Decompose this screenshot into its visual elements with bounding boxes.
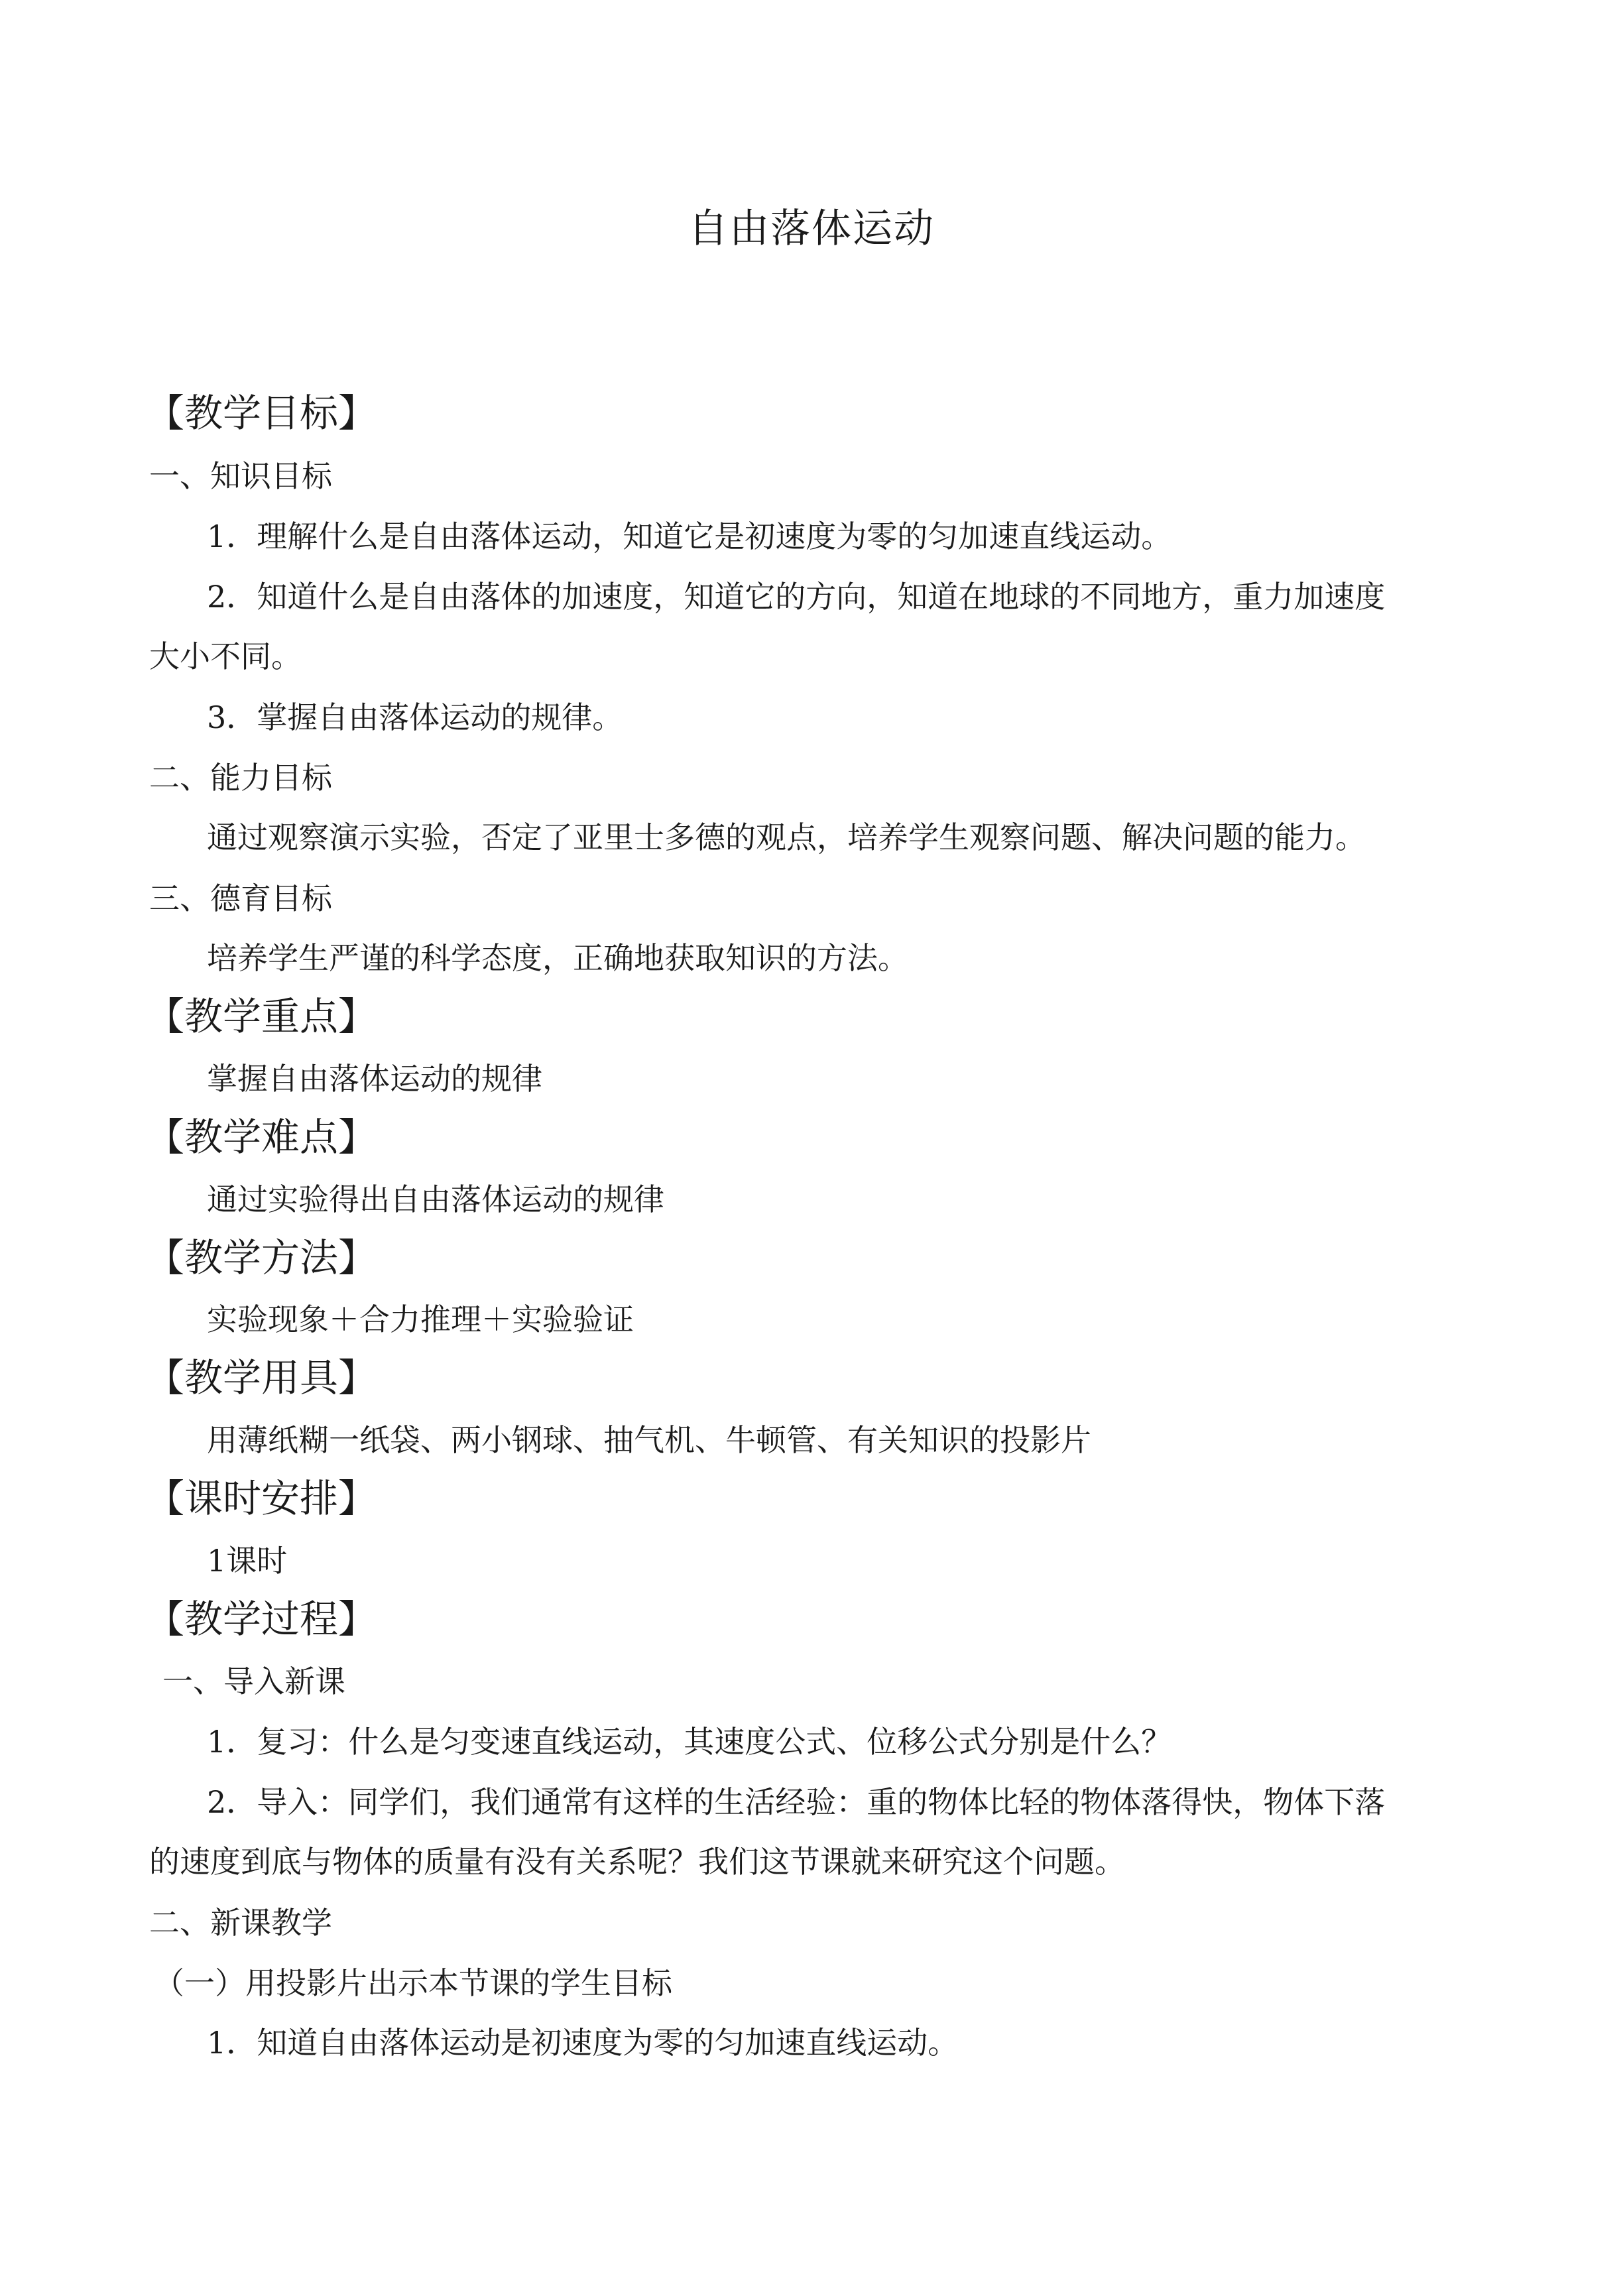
section-heading-methods: 【教学方法】 bbox=[146, 1235, 377, 1280]
body-line: 的速度到底与物体的质量有没有关系呢？我们这节课就来研究这个问题。 bbox=[149, 1844, 1125, 1880]
body-line: 1课时 bbox=[207, 1543, 288, 1579]
body-line: 培养学生严谨的科学态度，正确地获取知识的方法。 bbox=[207, 940, 908, 976]
subheading-knowledge: 一、知识目标 bbox=[149, 458, 332, 494]
body-line: 用薄纸糊一纸袋、两小钢球、抽气机、牛顿管、有关知识的投影片 bbox=[207, 1422, 1091, 1458]
body-line: 掌握自由落体运动的规律 bbox=[207, 1061, 542, 1097]
body-line: 1．知道自由落体运动是初速度为零的匀加速直线运动。 bbox=[207, 2025, 959, 2061]
body-line: 通过实验得出自由落体运动的规律 bbox=[207, 1181, 664, 1217]
body-line: 1．复习：什么是匀变速直线运动，其速度公式、位移公式分别是什么？ bbox=[207, 1724, 1172, 1760]
section-heading-key-points: 【教学重点】 bbox=[146, 994, 377, 1039]
body-line: 1．理解什么是自由落体运动，知道它是初速度为零的匀加速直线运动。 bbox=[207, 518, 1172, 554]
body-line: 3．掌握自由落体运动的规律。 bbox=[207, 699, 623, 735]
body-line: 大小不同。 bbox=[149, 638, 302, 674]
body-line: 2．导入：同学们，我们通常有这样的生活经验：重的物体比轻的物体落得快，物体下落 bbox=[207, 1784, 1386, 1820]
section-heading-schedule: 【课时安排】 bbox=[146, 1476, 377, 1521]
subheading-ability: 二、能力目标 bbox=[149, 760, 332, 796]
subheading-intro: 一、导入新课 bbox=[162, 1663, 345, 1699]
section-heading-tools: 【教学用具】 bbox=[146, 1355, 377, 1400]
subheading-moral: 三、德育目标 bbox=[149, 880, 332, 916]
section-heading-process: 【教学过程】 bbox=[146, 1597, 377, 1642]
subheading-projection: （一）用投影片出示本节课的学生目标 bbox=[154, 1965, 672, 2001]
document-title: 自由落体运动 bbox=[688, 206, 935, 252]
section-heading-difficulties: 【教学难点】 bbox=[146, 1115, 377, 1160]
body-line: 2．知道什么是自由落体的加速度，知道它的方向，知道在地球的不同地方，重力加速度 bbox=[207, 579, 1386, 615]
section-heading-objectives: 【教学目标】 bbox=[146, 391, 377, 436]
subheading-new-lesson: 二、新课教学 bbox=[149, 1905, 332, 1941]
body-line: 实验现象＋合力推理＋实验验证 bbox=[207, 1301, 634, 1337]
body-line: 通过观察演示实验，否定了亚里士多德的观点，培养学生观察问题、解决问题的能力。 bbox=[207, 819, 1366, 855]
